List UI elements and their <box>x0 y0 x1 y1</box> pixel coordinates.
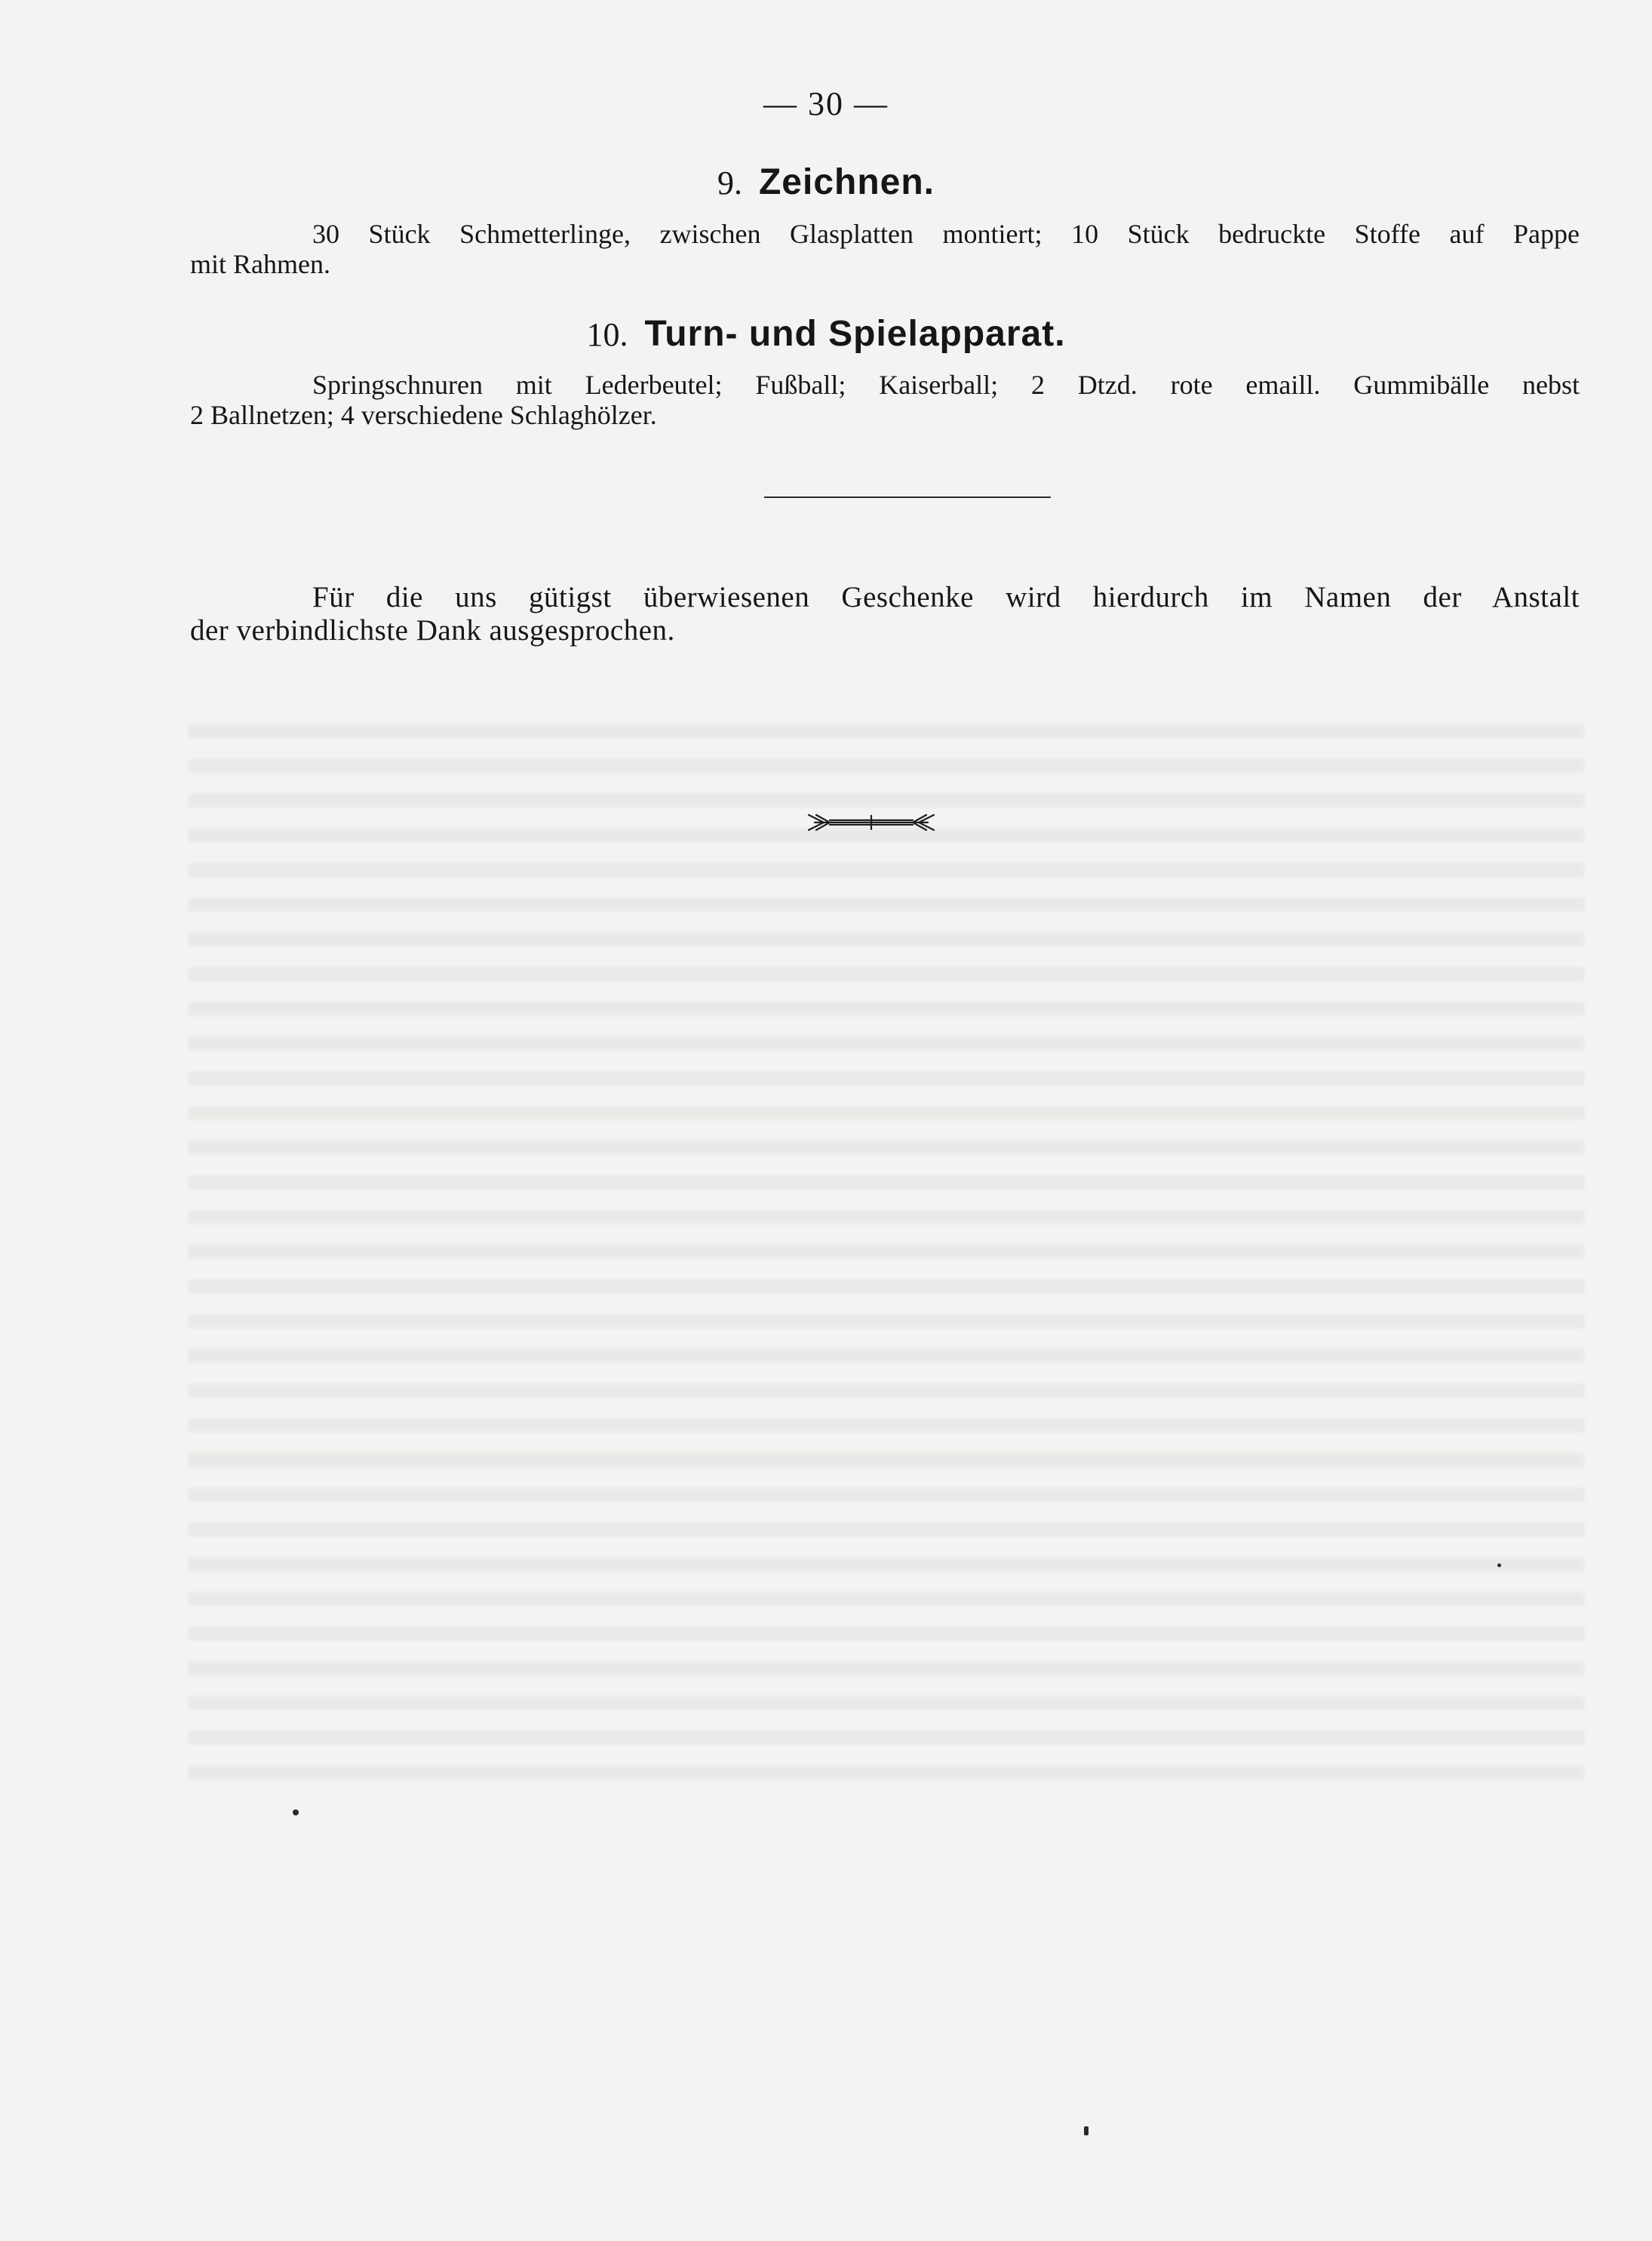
section-heading-zeichnen <box>0 161 1652 203</box>
thanks-paragraph <box>190 581 1580 647</box>
bleed-through-texture <box>189 724 1584 1781</box>
section-paragraph-zeichnen <box>190 219 1580 279</box>
separator-rule <box>764 496 1051 498</box>
section-number: 10. <box>586 316 628 353</box>
arrow-ornament-icon <box>807 812 935 833</box>
paragraph-line: der verbindlichste Dank ausgesprochen. <box>190 614 675 647</box>
paragraph-line: 30 Stück Schmetterlinge, zwischen Glasplatten montiert; 10 Stück bedruckte Stoffe auf Pappe <box>312 219 1580 249</box>
paragraph-line: mit Rahmen. <box>190 249 330 279</box>
ink-speck <box>1497 1563 1501 1567</box>
section-paragraph-turn-und-spielapparat <box>190 370 1580 430</box>
page-number: — 30 — <box>763 85 889 122</box>
paragraph-line: Für die uns gütigst überwiesenen Geschenke wird hierdurch im Namen der Anstalt <box>312 581 1580 613</box>
ink-speck <box>293 1809 299 1815</box>
section-number: 9. <box>717 164 742 201</box>
paragraph-line: Springschnuren mit Lederbeutel; Fußball; Kaiserball; 2 Dtzd. rote emaill. Gummibälle nebst <box>312 370 1580 400</box>
section-title: Turn- und Spielapparat. <box>644 314 1066 354</box>
section-title: Zeichnen. <box>758 162 935 202</box>
section-heading-turn-und-spielapparat <box>0 313 1652 355</box>
ink-speck <box>1084 2126 1089 2135</box>
paragraph-line: 2 Ballnetzen; 4 verschiedene Schlaghölzer. <box>190 400 657 430</box>
